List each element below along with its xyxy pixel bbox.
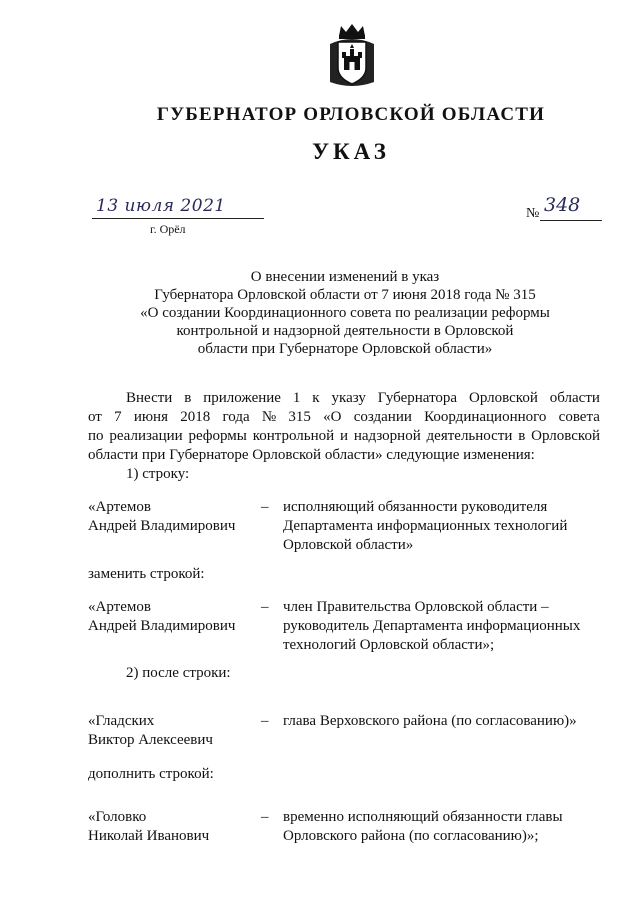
- entry-name: «Артемов Андрей Владимирович: [88, 599, 236, 634]
- intro-paragraph: [88, 389, 600, 465]
- number-underline: [540, 220, 602, 221]
- paragraph-line: от 7 июня 2018 года № 315 «О создании Координационного совета: [88, 409, 600, 425]
- entry-name: «Артемов Андрей Владимирович: [88, 499, 236, 534]
- handwritten-date: 13 июля 2021: [96, 196, 226, 216]
- entry-name: «Головко Николай Иванович: [88, 809, 210, 844]
- item-1-label: 1) строку:: [126, 466, 190, 482]
- subject-line: «О создании Координационного совета по реализации реформы: [140, 305, 550, 321]
- entry-dash: –: [261, 499, 269, 515]
- issuer-title: ГУБЕРНАТОР ОРЛОВСКОЙ ОБЛАСТИ: [156, 104, 546, 125]
- entry-name: «Гладских Виктор Алексеевич: [88, 713, 213, 748]
- item-2-label: 2) после строки:: [126, 665, 231, 681]
- date-underline: [92, 218, 264, 219]
- replace-label: заменить строкой:: [88, 566, 205, 582]
- entry-dash: –: [261, 809, 269, 825]
- paragraph-line: Внести в приложение 1 к указу Губернатора Орловской области: [126, 390, 600, 406]
- subject-line: Губернатора Орловской области от 7 июня 2018 года № 315: [154, 287, 536, 303]
- city-label: г. Орёл: [150, 222, 186, 236]
- entry-role: исполняющий обязанности руководителя Департамента информационных технологий Орловской области»: [283, 499, 568, 553]
- entry-role: глава Верховского района (по согласованию)»: [283, 713, 577, 729]
- entry-role: член Правительства Орловской области – руководитель Департамента информационных технологий Орловской области»;: [283, 599, 581, 653]
- add-label: дополнить строкой:: [88, 766, 214, 782]
- number-label: №: [526, 206, 540, 221]
- entry-dash: –: [261, 713, 269, 729]
- entry-dash: –: [261, 599, 269, 615]
- subject-line: контрольной и надзорной деятельности в Орловской: [176, 323, 514, 339]
- paragraph-line: области при Губернаторе Орловской области» следующие изменения:: [88, 447, 535, 463]
- entry-role: временно исполняющий обязанности главы Орловского района (по согласованию)»;: [283, 809, 563, 844]
- subject-line: области при Губернаторе Орловской области»: [197, 341, 493, 357]
- coat-of-arms-emblem: [327, 22, 377, 90]
- paragraph-line: по реализации реформы контрольной и надзорной деятельности в Орловской: [88, 428, 600, 444]
- handwritten-number: 348: [544, 194, 581, 216]
- document-subject: [100, 268, 590, 358]
- subject-line: О внесении изменений в указ: [250, 269, 440, 285]
- document-type-title: УКАЗ: [312, 139, 390, 164]
